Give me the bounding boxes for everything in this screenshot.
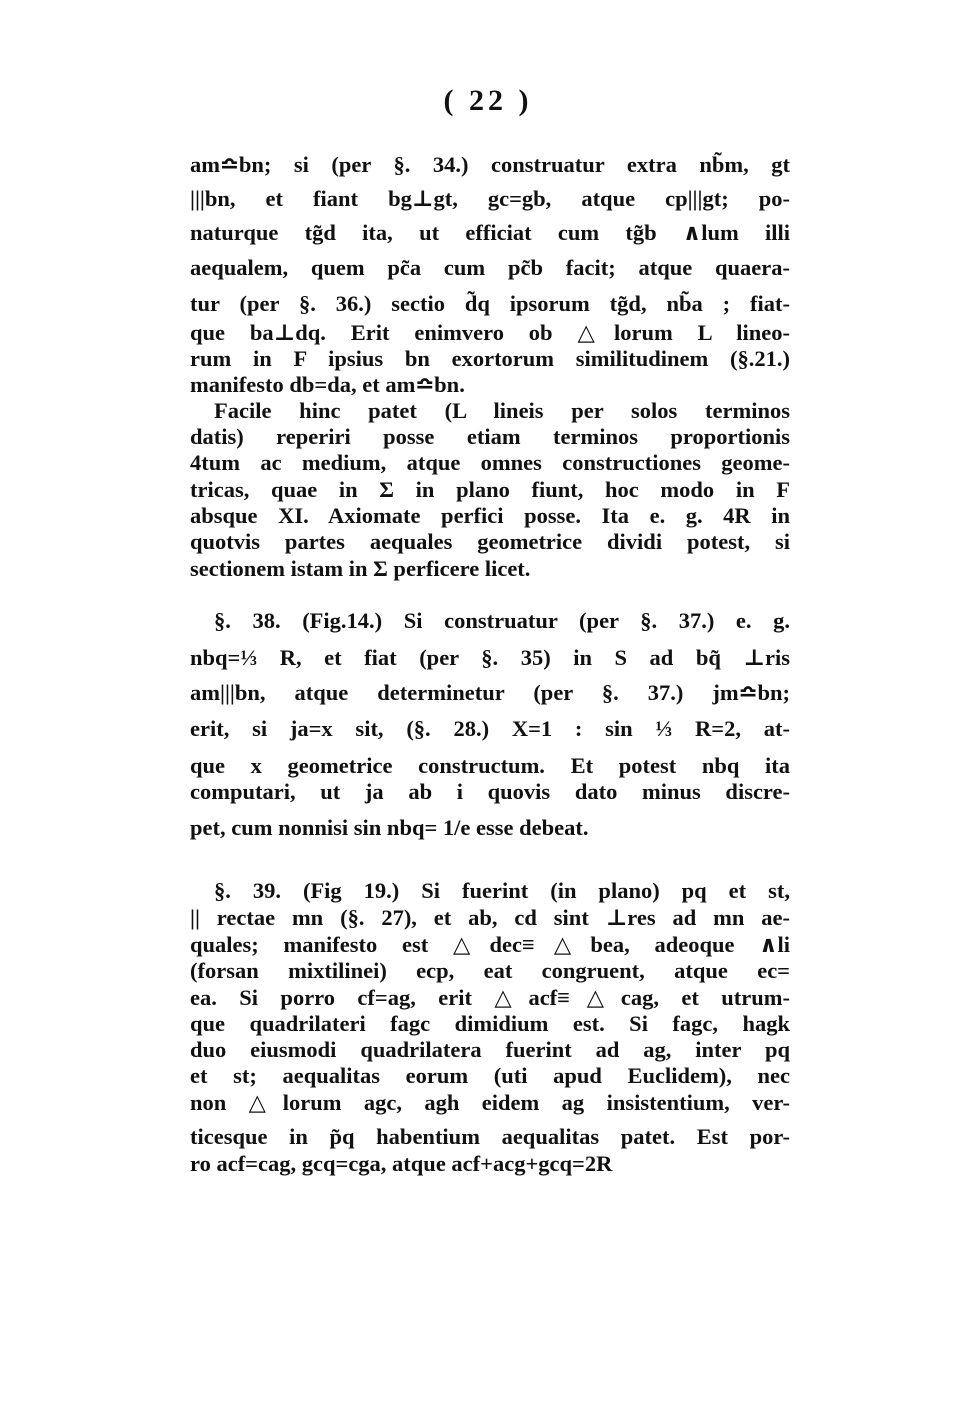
- text-line: non △lorum agc, agh eidem ag insistentium, ver-: [190, 1090, 790, 1115]
- text-line: tricas, quae in Σ in plano fiunt, hoc modo in F: [190, 477, 790, 502]
- text-line: que x geometrice constructum. Et potest nbq ita: [190, 753, 790, 778]
- page-number: ( 22 ): [443, 84, 533, 117]
- text-line: §. 39. (Fig 19.) Si fuerint (in plano) pq et st,: [214, 878, 790, 903]
- text-line: naturque tg̃d ita, ut efficiat cum tg̃b ∧lum illi: [190, 220, 790, 245]
- text-line: duo eiusmodi quadrilatera fuerint ad ag, inter pq: [190, 1037, 790, 1062]
- text-line: |||bn, et fiant bg⊥gt, gc=gb, atque cp|||gt; po-: [190, 186, 790, 211]
- text-line: quales; manifesto est △dec≡△bea, adeoque ∧li: [190, 932, 790, 957]
- text-line: et st; aequalitas eorum (uti apud Euclidem), nec: [190, 1063, 790, 1088]
- text-line: rum in F ipsius bn exortorum similitudinem (§.21.): [190, 346, 790, 371]
- text-line: quotvis partes aequales geometrice dividi potest, si: [190, 529, 790, 554]
- text-line: 4tum ac medium, atque omnes constructiones geome-: [190, 450, 790, 475]
- text-line: §. 38. (Fig.14.) Si construatur (per §. 37.) e. g.: [214, 608, 790, 633]
- text-line: aequalem, quem pc̃a cum pc̃b facit; atque quaera-: [190, 255, 790, 280]
- text-line: datis) reperiri posse etiam terminos proportionis: [190, 424, 790, 449]
- text-line: am|||bn, atque determinetur (per §. 37.) jm≏bn;: [190, 680, 790, 705]
- text-line: ticesque in p̃q habentium aequalitas patet. Est por-: [190, 1124, 790, 1149]
- text-line: ro acf=cag, gcq=cga, atque acf+acg+gcq=2R: [190, 1151, 613, 1176]
- text-line: pet, cum nonnisi sin nbq= 1/e esse debeat.: [190, 815, 589, 840]
- text-line: absque XI. Axiomate perfici posse. Ita e. g. 4R in: [190, 503, 790, 528]
- text-line: sectionem istam in Σ perficere licet.: [190, 556, 531, 581]
- text-line: nbq=⅓ R, et fiat (per §. 35) in S ad bq̃ ⊥ris: [190, 645, 790, 670]
- text-line: Facile hinc patet (L lineis per solos terminos: [214, 398, 790, 423]
- text-line: (forsan mixtilinei) ecp, eat congruent, atque ec=: [190, 958, 790, 983]
- text-line: que quadrilateri fagc dimidium est. Si fagc, hagk: [190, 1011, 790, 1036]
- text-line: manifesto db=da, et am≏bn.: [190, 372, 465, 397]
- text-line: || rectae mn (§. 27), et ab, cd sint ⊥res ad mn ae-: [190, 905, 790, 930]
- text-line: computari, ut ja ab i quovis dato minus discre-: [190, 779, 790, 804]
- text-line: que ba⊥dq. Erit enimvero ob △lorum L lineo-: [190, 320, 790, 345]
- text-line: ea. Si porro cf=ag, erit △acf≡△cag, et utrum-: [190, 985, 790, 1010]
- text-line: erit, si ja=x sit, (§. 28.) X=1 : sin ⅓ R=2, at-: [190, 716, 790, 741]
- text-line: tur (per §. 36.) sectio d̃q ipsorum tg̃d, nb̃a ; fiat-: [190, 291, 790, 316]
- text-line: am≏bn; si (per §. 34.) construatur extra nb̃m, gt: [190, 152, 790, 177]
